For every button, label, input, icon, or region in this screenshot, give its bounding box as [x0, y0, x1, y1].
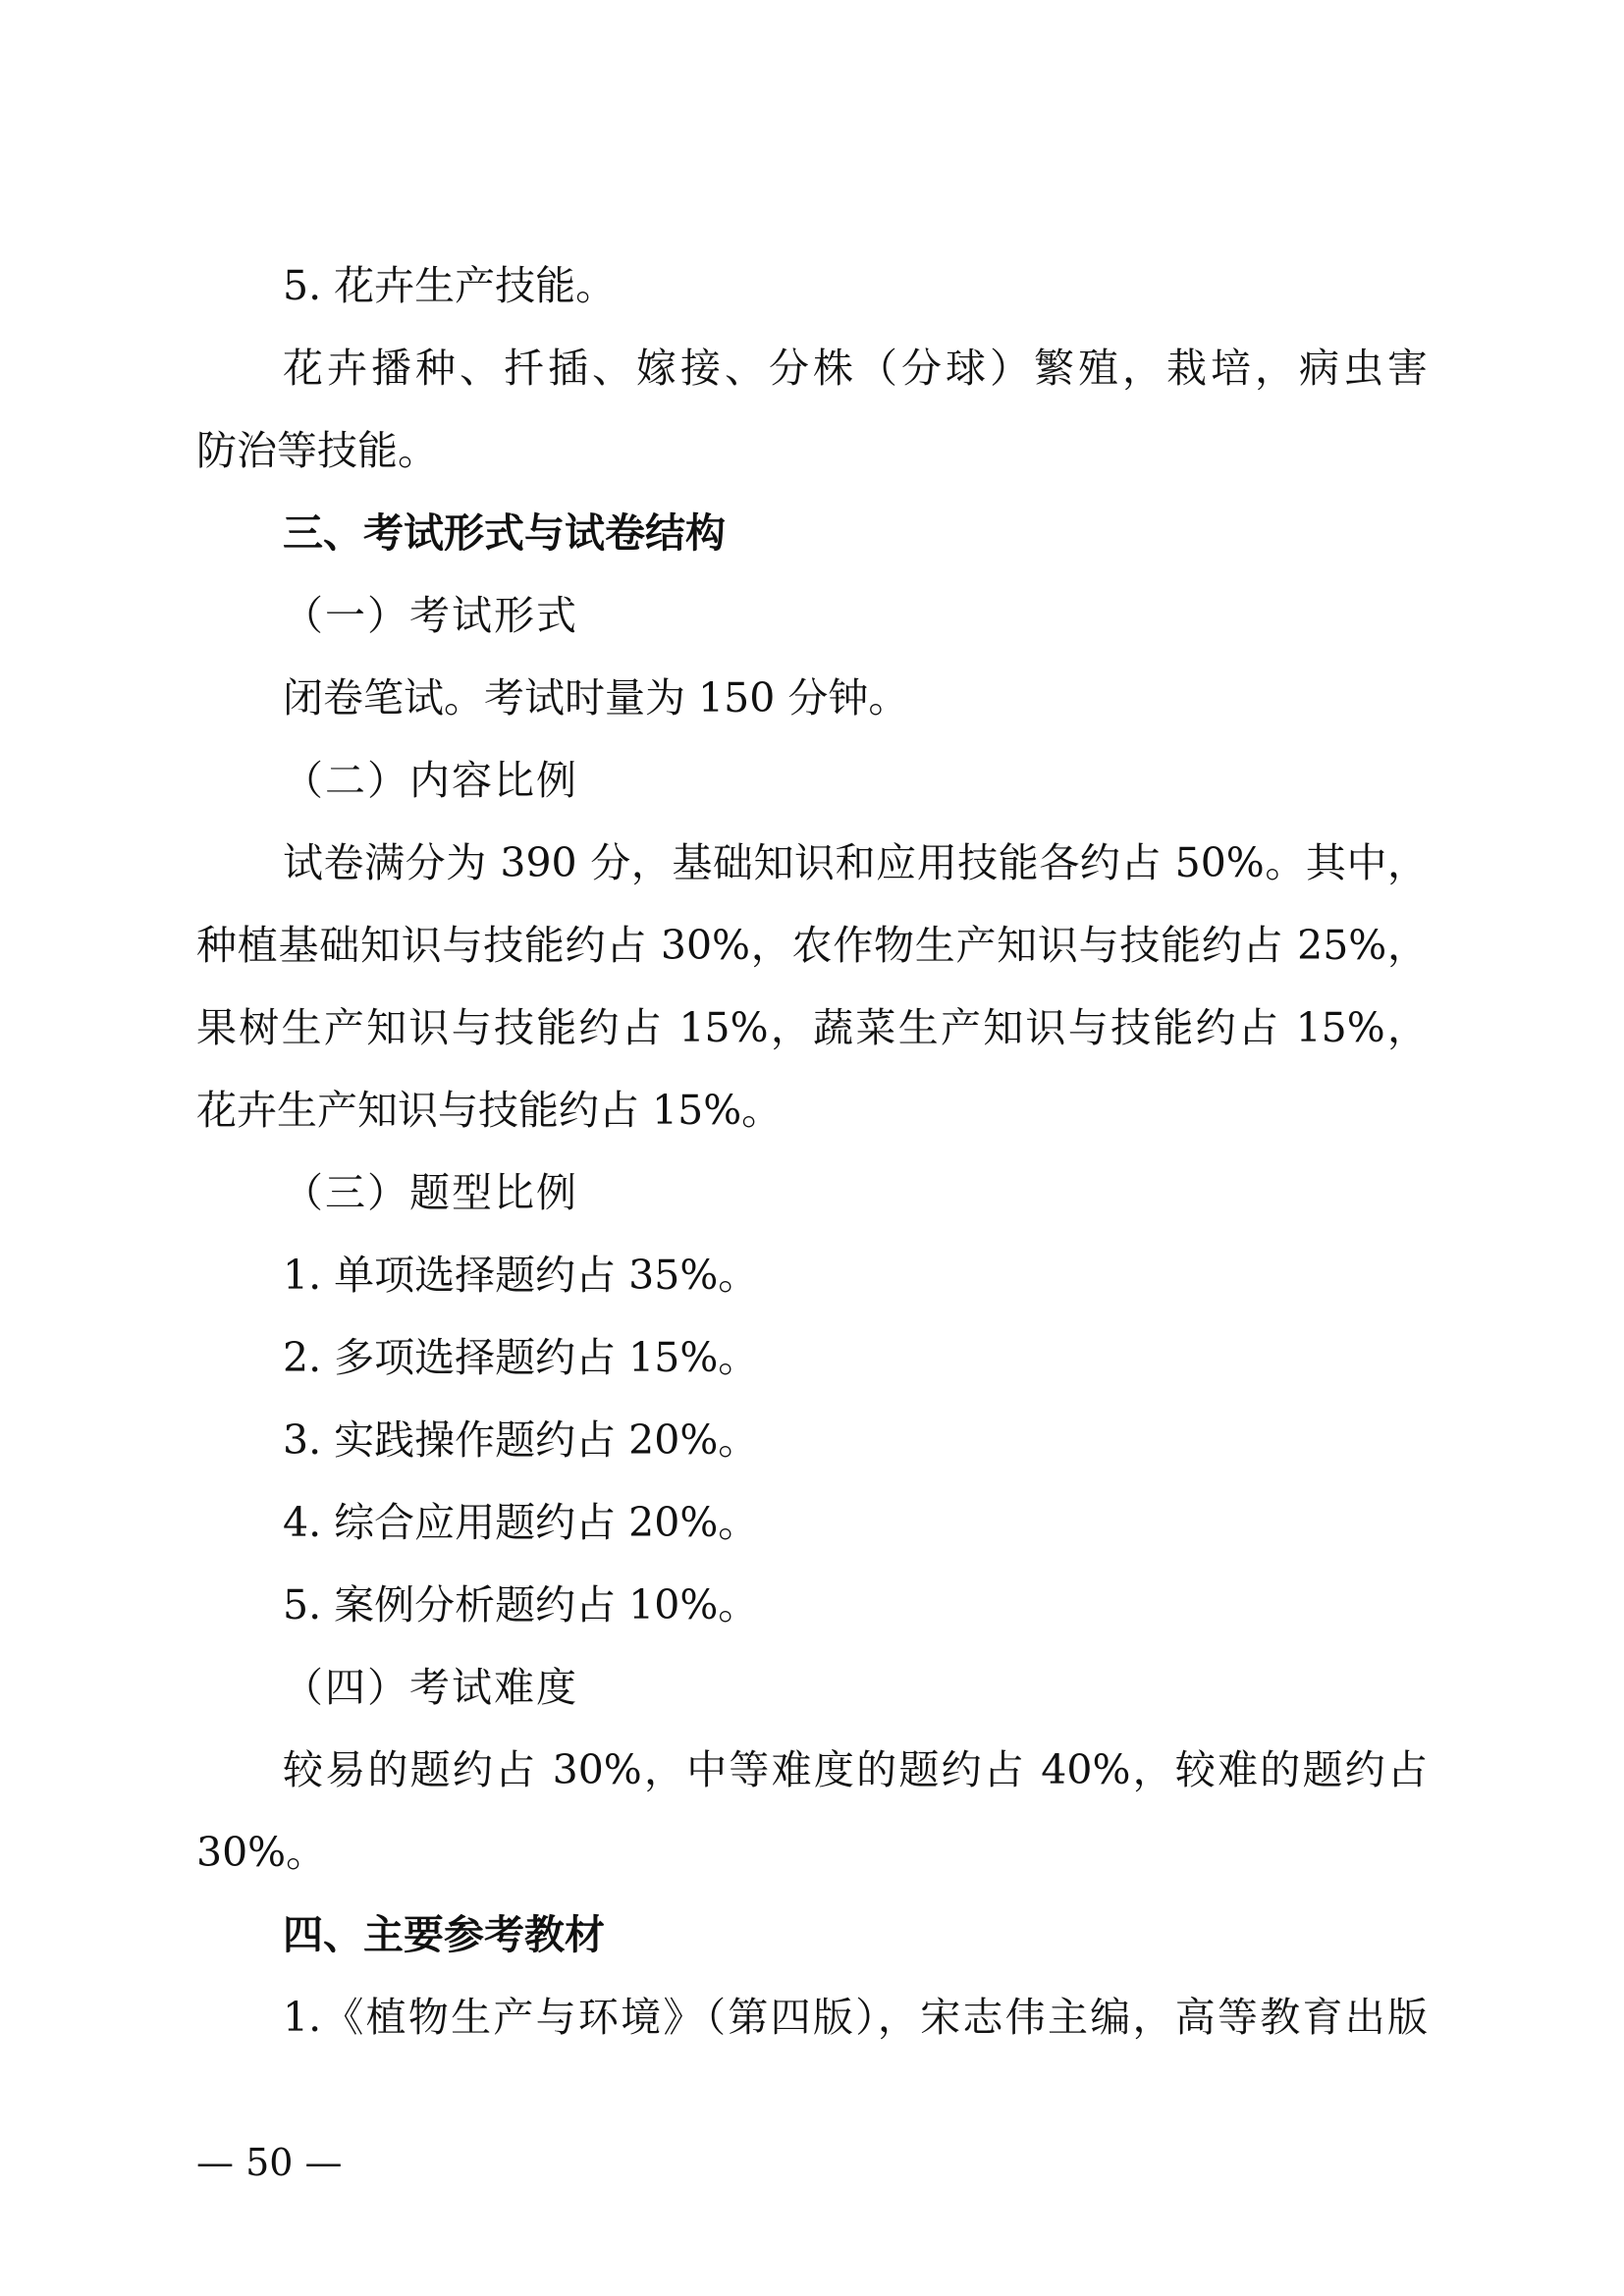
subsection-heading: （三）题型比例	[283, 1169, 578, 1216]
subsection-heading: （四）考试难度	[283, 1664, 578, 1711]
reference-item: 1.《植物生产与环境》（第四版），宋志伟主编，高等教育出版	[283, 1994, 1428, 2041]
paragraph-line: 试卷满分为 390 分，基础知识和应用技能各约占 50%。其中，	[283, 839, 1428, 886]
paragraph-line: 防治等技能。	[196, 427, 438, 474]
paragraph-line: 种植基础知识与技能约占 30%，农作物生产知识与技能约占 25%，	[196, 922, 1428, 969]
list-item: 5. 案例分析题约占 10%。	[283, 1581, 759, 1629]
section-heading: 三、考试形式与试卷结构	[283, 509, 726, 557]
paragraph-line: 花卉播种、扦插、嫁接、分株（分球）繁殖，栽培，病虫害	[283, 345, 1428, 392]
subsection-heading: （二）内容比例	[283, 757, 578, 804]
paragraph-line: 果树生产知识与技能约占 15%，蔬菜生产知识与技能约占 15%，	[196, 1004, 1428, 1051]
paragraph-line: 30%。	[196, 1829, 327, 1876]
list-item: 5. 花卉生产技能。	[283, 262, 617, 309]
subsection-heading: （一）考试形式	[283, 592, 578, 639]
section-heading: 四、主要参考教材	[283, 1911, 605, 1958]
paragraph-line: 闭卷笔试。考试时量为 150 分钟。	[283, 674, 909, 721]
page-number: — 50 —	[196, 2141, 343, 2184]
paragraph-line: 较易的题约占 30%，中等难度的题约占 40%，较难的题约占	[283, 1746, 1428, 1793]
list-item: 1. 单项选择题约占 35%。	[283, 1252, 759, 1299]
paragraph-line: 花卉生产知识与技能约占 15%。	[196, 1087, 783, 1134]
list-item: 2. 多项选择题约占 15%。	[283, 1334, 759, 1381]
list-item: 4. 综合应用题约占 20%。	[283, 1499, 759, 1546]
list-item: 3. 实践操作题约占 20%。	[283, 1416, 759, 1464]
